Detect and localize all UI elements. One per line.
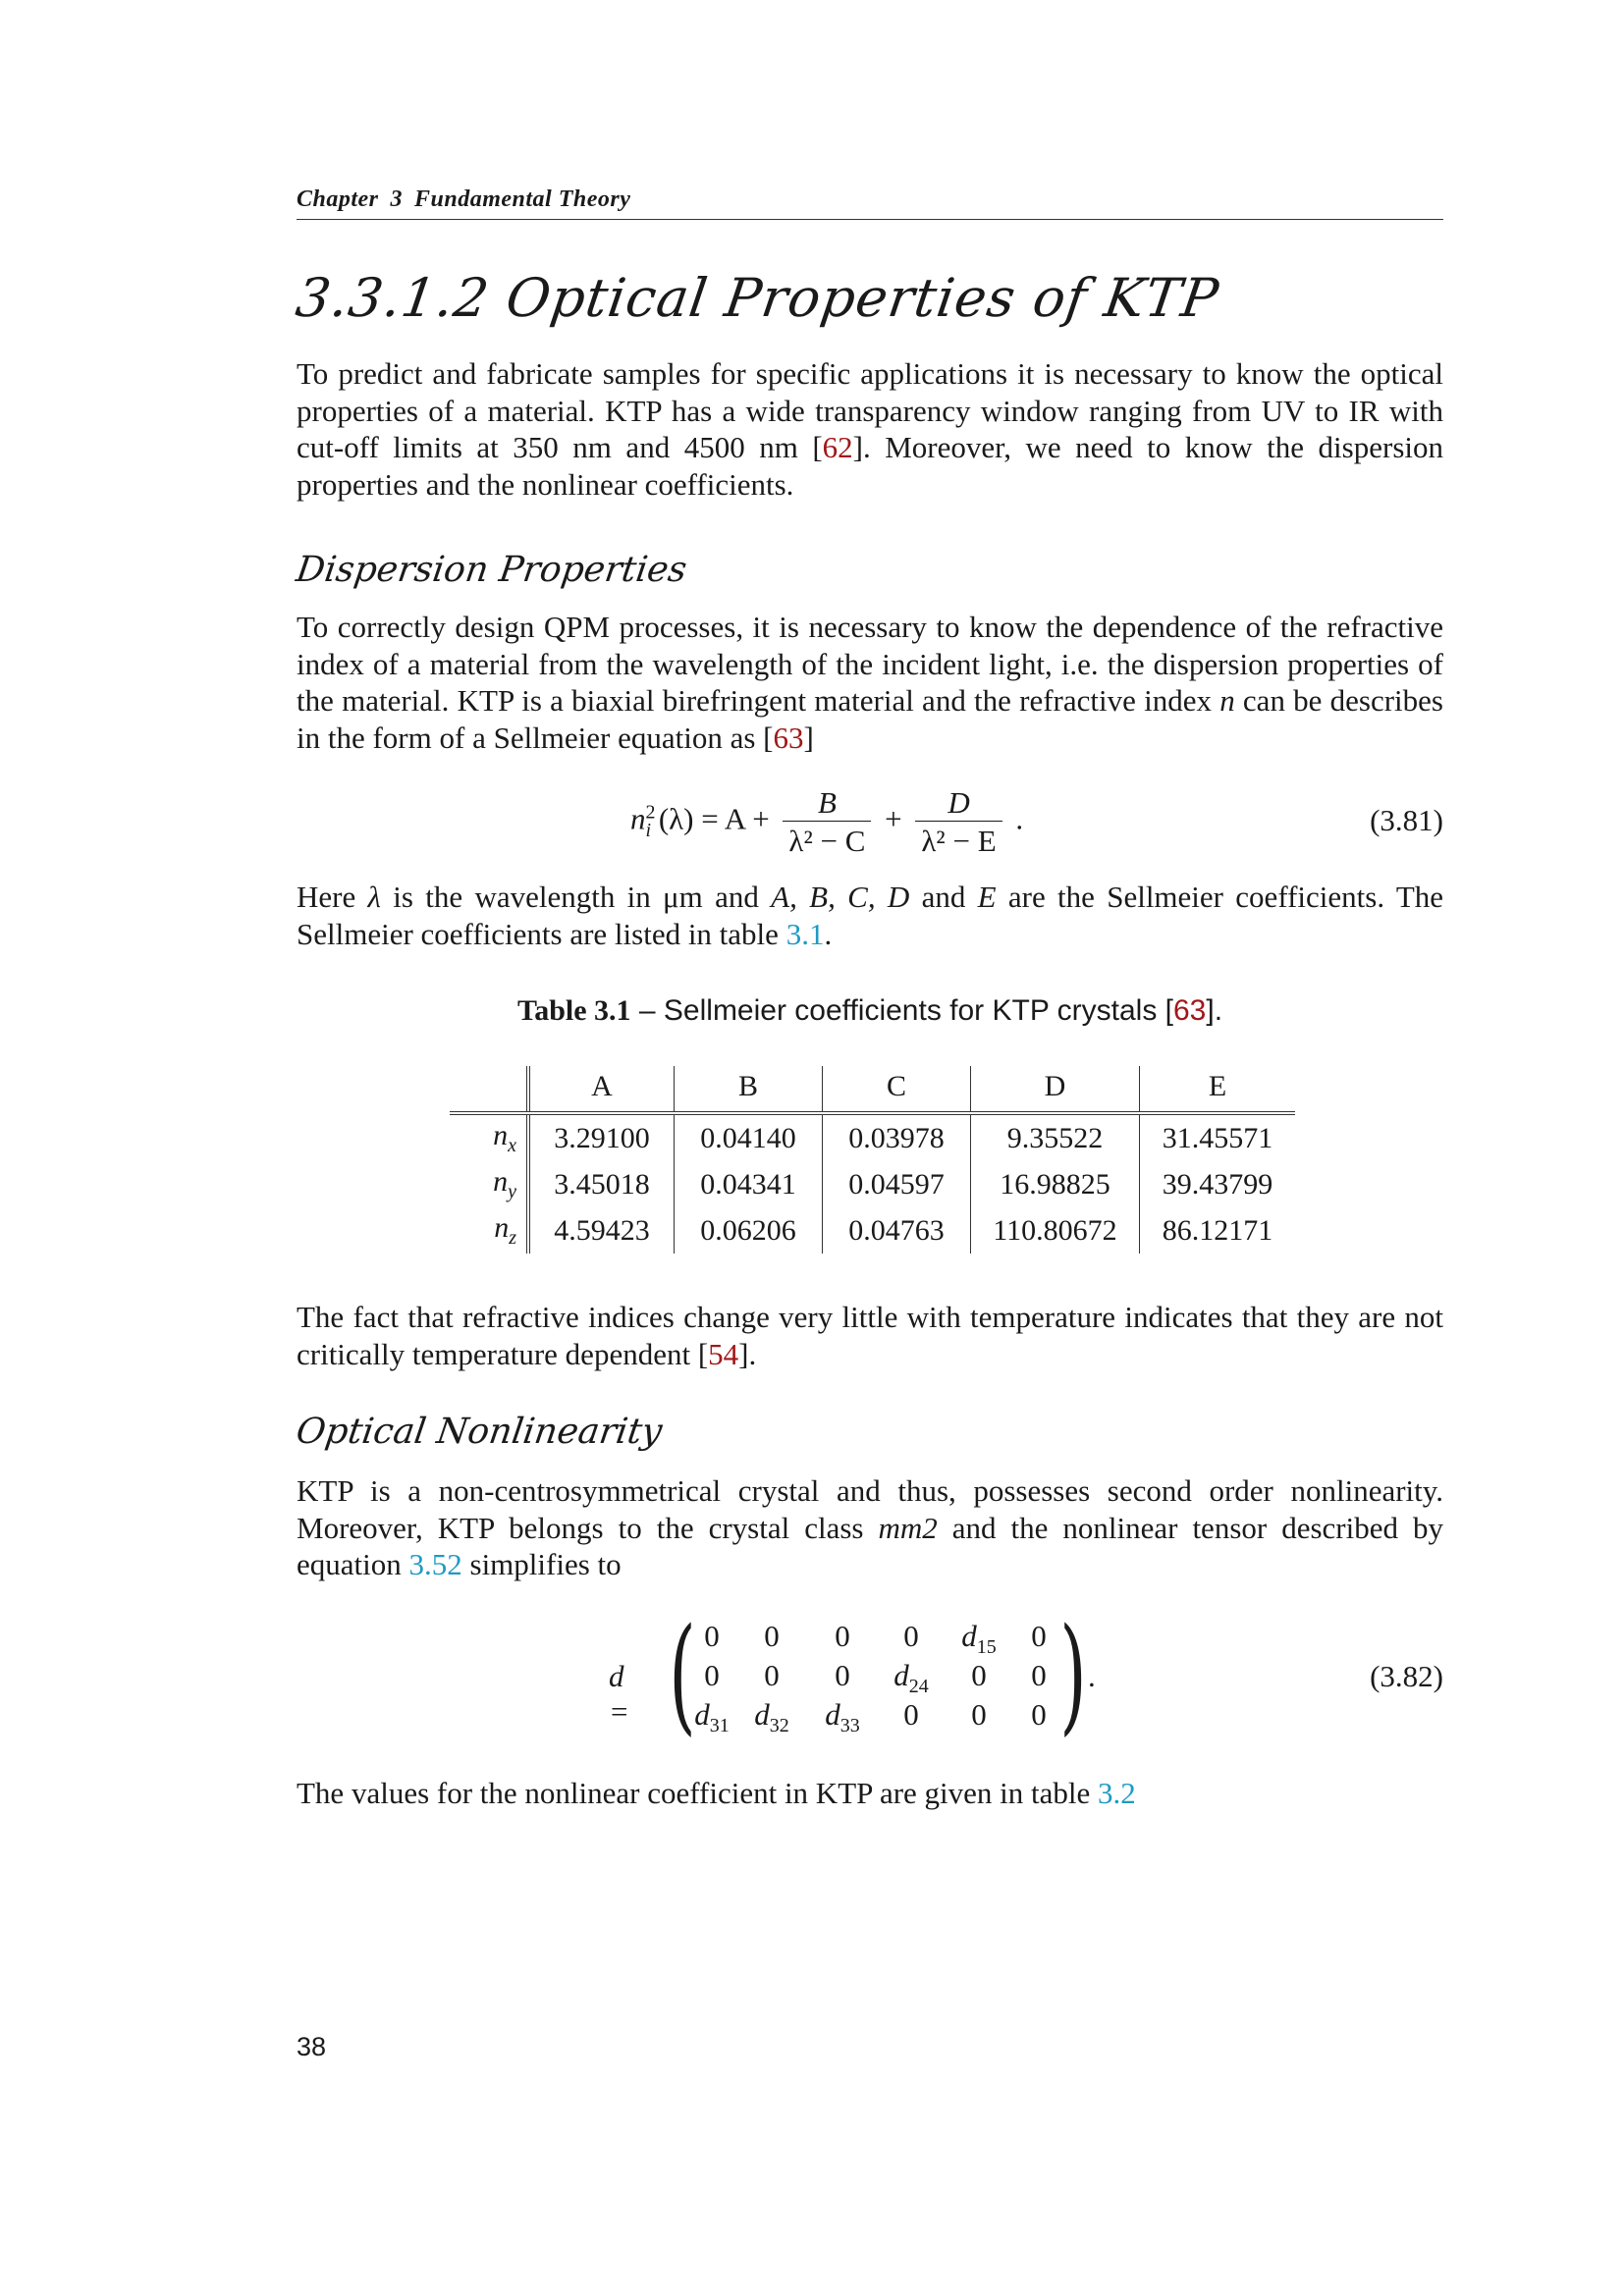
citation-link[interactable]: 62 bbox=[822, 430, 853, 464]
matrix-cell: 0 bbox=[1031, 1697, 1047, 1732]
page-number: 38 bbox=[297, 2032, 327, 2061]
table-cell: 4.59423 bbox=[528, 1207, 675, 1254]
table-header-row bbox=[450, 1066, 1295, 1113]
frac-den-2: λ² − E bbox=[915, 821, 1001, 859]
citation-link[interactable]: 63 bbox=[773, 720, 804, 755]
closing-paragraph bbox=[297, 1775, 1443, 1812]
matrix-period: . bbox=[1088, 1659, 1096, 1693]
running-head bbox=[297, 187, 1443, 220]
table-cell: 0.04597 bbox=[823, 1161, 971, 1207]
table-row bbox=[450, 1161, 1295, 1207]
eq-period: . bbox=[1015, 801, 1024, 836]
header-cell: D bbox=[971, 1066, 1140, 1113]
text: and the nonlinear tensor described by equation bbox=[297, 1510, 1443, 1581]
table-row bbox=[450, 1207, 1295, 1254]
header-blank bbox=[450, 1066, 528, 1113]
var-e: E bbox=[977, 880, 997, 914]
matrix-cell: 0 bbox=[835, 1619, 850, 1653]
table-cell: 0.04341 bbox=[675, 1161, 823, 1207]
table-cell: 110.80672 bbox=[971, 1207, 1140, 1254]
matrix-cell-d24: $d_{24}$ bbox=[893, 1658, 929, 1698]
equation-number: (3.82) bbox=[1370, 1659, 1443, 1693]
closing-text: The values for the nonlinear coefficient in KTP are given in table bbox=[297, 1776, 1099, 1810]
row-label: $n_y$ bbox=[493, 1165, 516, 1202]
matrix-grid bbox=[687, 1617, 1064, 1735]
section-number: 3.3.1.2 bbox=[292, 267, 494, 329]
table-cell: 39.43799 bbox=[1140, 1161, 1296, 1207]
left-paren: ( bbox=[669, 1602, 696, 1748]
table-cell: 16.98825 bbox=[971, 1161, 1140, 1207]
crystal-class: mm2 bbox=[878, 1510, 938, 1545]
intro-text-2: ]. Moreover, we need to know the dispersion properties and the nonlinear coefficients. bbox=[297, 430, 1443, 502]
table-cell: 86.12171 bbox=[1140, 1207, 1296, 1254]
temperature-end: ]. bbox=[738, 1336, 757, 1371]
table-row bbox=[450, 1113, 1295, 1161]
dispersion-heading: Dispersion Properties bbox=[294, 550, 690, 590]
frac-num-b: B bbox=[817, 785, 837, 820]
equation-3-81 bbox=[297, 785, 1443, 864]
frac-num-d: D bbox=[947, 785, 970, 820]
header-cell: A bbox=[528, 1066, 675, 1113]
table-cell: 0.06206 bbox=[675, 1207, 823, 1254]
sellmeier-table bbox=[450, 1066, 1295, 1254]
section-title-text: Optical Properties of KTP bbox=[502, 267, 1223, 329]
matrix-cell: 0 bbox=[704, 1619, 720, 1653]
text: Here bbox=[297, 880, 368, 914]
frac-den-1: λ² − C bbox=[783, 821, 871, 859]
caption-label: Table 3.1 bbox=[516, 994, 631, 1027]
citation-link[interactable]: 54 bbox=[708, 1336, 739, 1371]
table-cell: 0.04763 bbox=[823, 1207, 971, 1254]
matrix-cell: 0 bbox=[704, 1658, 720, 1692]
text: are the Sellmeier coefficients. The Sellmeier coefficients are listed in table bbox=[297, 880, 1444, 951]
text: and bbox=[909, 880, 978, 914]
fraction-d bbox=[915, 785, 1001, 859]
equation-body bbox=[630, 785, 1023, 859]
dispersion-text-3: ] bbox=[803, 720, 814, 755]
intro-text-1: To predict and fabricate samples for specific applications it is necessary to know the optical properties of a material. KTP has a wide transparency window ranging from UV to IR with cut-off limits at 350 nm and 4500 nm [ bbox=[297, 356, 1443, 464]
citation-link[interactable]: 63 bbox=[1172, 994, 1207, 1027]
matrix-cell: 0 bbox=[835, 1658, 850, 1692]
eq-lhs: n bbox=[630, 801, 646, 836]
section-title bbox=[293, 267, 1223, 329]
var-lambda: λ bbox=[367, 880, 381, 914]
matrix-cell-d32: $d_{32}$ bbox=[754, 1697, 789, 1737]
row-label: $n_x$ bbox=[493, 1119, 516, 1156]
matrix-cell: 0 bbox=[903, 1619, 919, 1653]
running-head-title: Fundamental Theory bbox=[414, 187, 631, 212]
temperature-text: The fact that refractive indices change very little with temperature indicates that they are not critically temperature dependent [ bbox=[297, 1300, 1443, 1371]
var-n: n bbox=[1219, 683, 1235, 718]
right-paren: ) bbox=[1059, 1602, 1087, 1748]
table-cell: 9.35522 bbox=[971, 1113, 1140, 1161]
table-cell: 0.04140 bbox=[675, 1113, 823, 1161]
caption-end: ]. bbox=[1206, 994, 1223, 1027]
table-cell: 3.29100 bbox=[528, 1113, 675, 1161]
dispersion-text-1: To correctly design QPM processes, it is necessary to know the dependence of the refractive index of a material from the wavelength of the incident light, i.e. the dispersion properties of the material. KTP is a biaxial birefringent material and the refractive index bbox=[297, 610, 1443, 718]
running-head-chapter: Chapter bbox=[297, 187, 379, 212]
matrix-cell: 0 bbox=[903, 1697, 919, 1732]
running-head-number: 3 bbox=[390, 187, 404, 212]
matrix-cell: 0 bbox=[764, 1658, 780, 1692]
caption-text: – Sellmeier coefficients for KTP crystals [ bbox=[630, 994, 1173, 1027]
equation-number: (3.81) bbox=[1370, 803, 1443, 837]
text: simplifies to bbox=[461, 1547, 622, 1581]
header-cell: B bbox=[675, 1066, 823, 1113]
table-xref-link[interactable]: 3.2 bbox=[1098, 1776, 1136, 1810]
eq-lhs-sub: i bbox=[645, 819, 652, 841]
eq-lhs-sup: 2 bbox=[645, 801, 656, 824]
text: is the wavelength in μm and bbox=[380, 880, 772, 914]
sellmeier-paragraph bbox=[297, 879, 1443, 952]
row-label: $n_z$ bbox=[494, 1211, 516, 1249]
header-cell: E bbox=[1140, 1066, 1296, 1113]
text: KTP is a non-centrosymmetrical crystal and thus, possesses second order nonlinearity. Moreover, KTP belongs to the crystal class bbox=[297, 1473, 1443, 1545]
equation-xref-link[interactable]: 3.52 bbox=[408, 1547, 462, 1581]
matrix-cell: 0 bbox=[971, 1658, 987, 1692]
matrix-cell: 0 bbox=[971, 1697, 987, 1732]
dispersion-paragraph bbox=[297, 609, 1443, 756]
nonlinearity-heading: Optical Nonlinearity bbox=[294, 1412, 665, 1452]
table-caption bbox=[297, 994, 1443, 1028]
matrix-cell-d33: $d_{33}$ bbox=[825, 1697, 860, 1737]
matrix-cell: 0 bbox=[764, 1619, 780, 1653]
matrix-cell: 0 bbox=[1031, 1658, 1047, 1692]
table-cell: 3.45018 bbox=[528, 1161, 675, 1207]
header-cell: C bbox=[823, 1066, 971, 1113]
table-xref-link[interactable]: 3.1 bbox=[785, 916, 825, 951]
var-coeffs: A, B, C, D bbox=[771, 880, 910, 914]
eq-lhs-arg: (λ) = A + bbox=[658, 801, 770, 836]
nonlinearity-paragraph bbox=[297, 1472, 1443, 1583]
dispersion-text-2: can be describes in the form of a Sellmeier equation as [ bbox=[297, 683, 1443, 755]
matrix-cell: 0 bbox=[1031, 1619, 1047, 1653]
table-cell: 0.03978 bbox=[823, 1113, 971, 1161]
matrix-cell-d31: $d_{31}$ bbox=[694, 1697, 730, 1737]
temperature-paragraph bbox=[297, 1299, 1443, 1372]
eq-plus: + bbox=[885, 801, 902, 836]
fraction-b bbox=[783, 785, 871, 859]
matrix-lhs: d = bbox=[609, 1659, 629, 1729]
matrix-cell-d15: $d_{15}$ bbox=[961, 1619, 997, 1659]
text: . bbox=[824, 916, 833, 951]
intro-paragraph bbox=[297, 355, 1443, 503]
table-cell: 31.45571 bbox=[1140, 1113, 1296, 1161]
